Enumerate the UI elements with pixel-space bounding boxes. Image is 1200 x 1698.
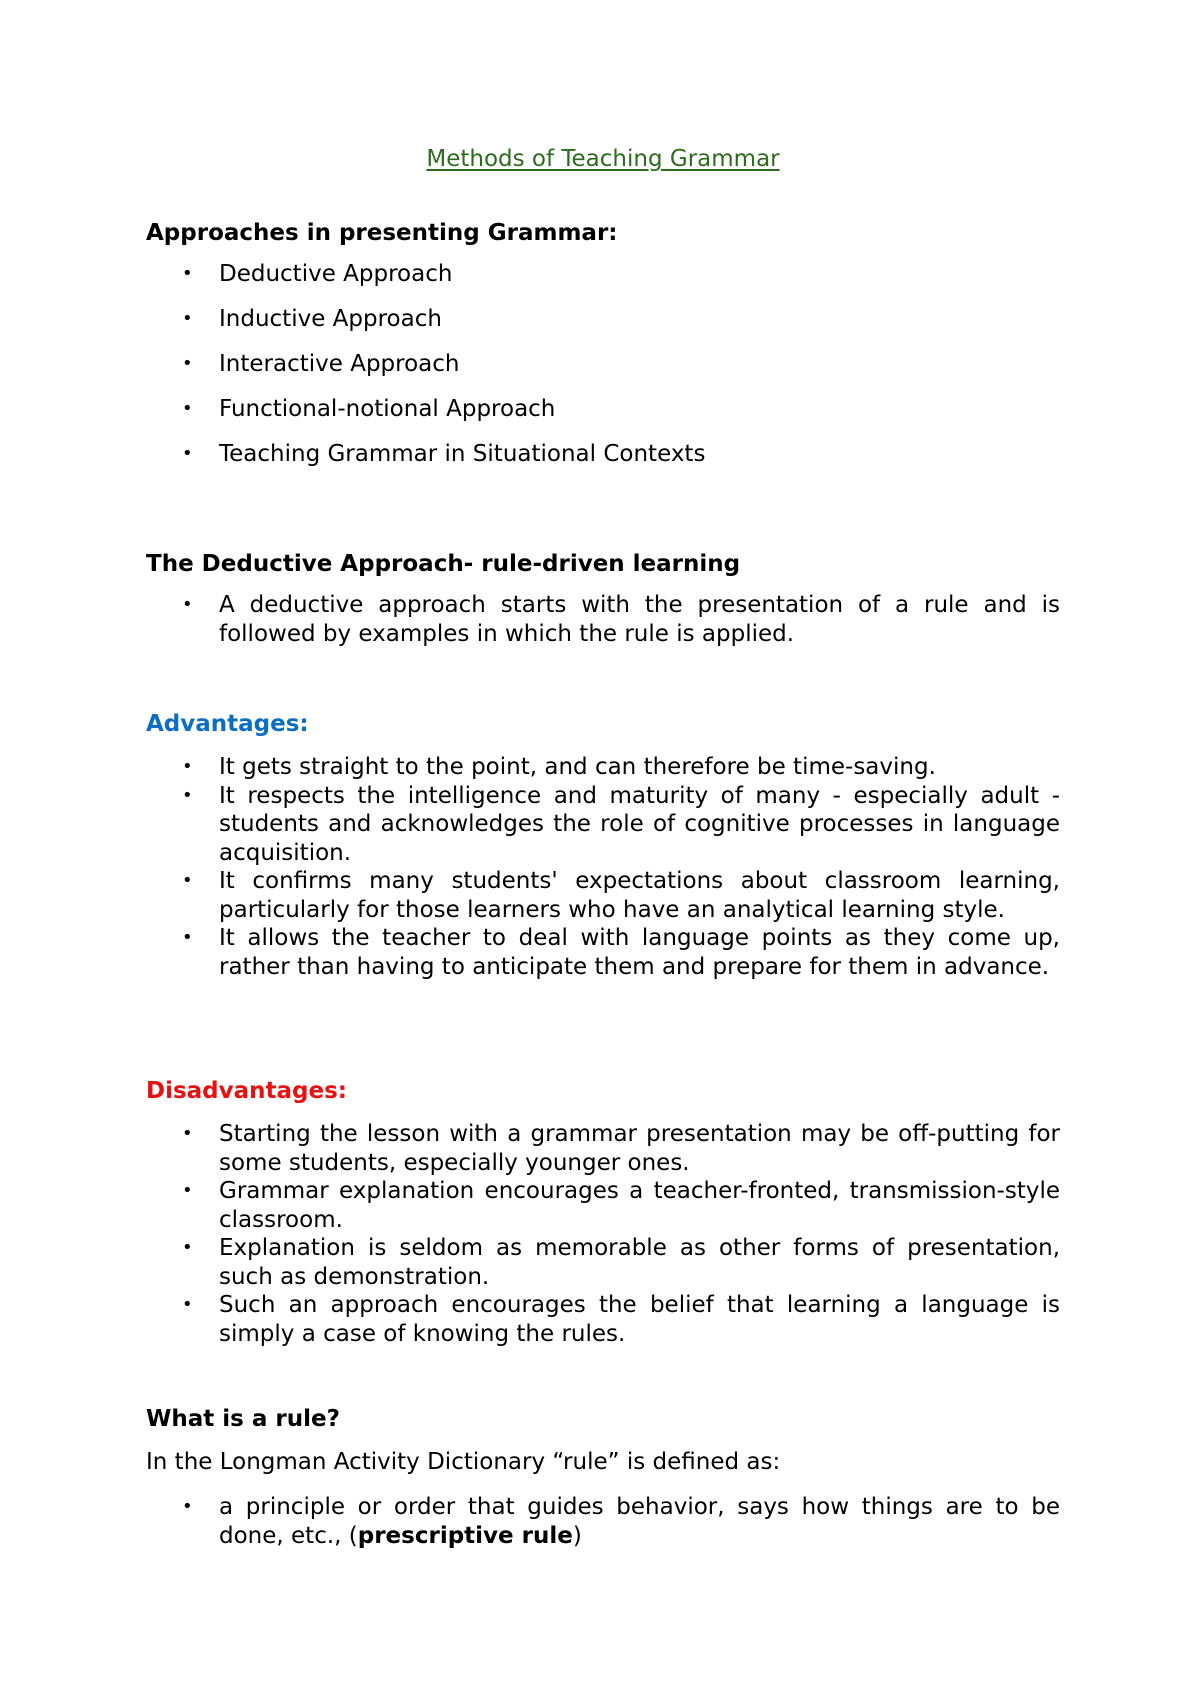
rule-heading: What is a rule?	[146, 1406, 340, 1432]
list-item: • Explanation is seldom as memorable as other forms of presentation, such as demonstration.	[182, 1235, 1060, 1290]
bullet-icon: •	[182, 927, 193, 948]
list-item: • It confirms many students' expectations about classroom learning, particularly for those learners who have an analytical learning style.	[182, 868, 1060, 923]
bullet-icon: •	[182, 263, 193, 284]
list-item: • a principle or order that guides behavior, says how things are to be done, etc., (prescriptive rule)	[182, 1494, 1060, 1549]
rule-list	[146, 1493, 1060, 1550]
bullet-icon: •	[182, 870, 193, 891]
list-item: • Deductive Approach	[182, 261, 453, 287]
bullet-icon: •	[182, 1180, 193, 1201]
disadvantages-list	[146, 1120, 1060, 1348]
bullet-icon: •	[182, 594, 193, 615]
page-title: Methods of Teaching Grammar	[426, 146, 780, 172]
list-item: • Starting the lesson with a grammar presentation may be off-putting for some students, especially younger ones.	[182, 1121, 1060, 1176]
approaches-list	[146, 260, 1060, 485]
disadvantages-heading: Disadvantages:	[146, 1078, 348, 1104]
advantages-list	[146, 753, 1060, 981]
bullet-icon: •	[182, 1123, 193, 1144]
bullet-icon: •	[182, 308, 193, 329]
bullet-icon: •	[182, 443, 193, 464]
bullet-icon: •	[182, 1237, 193, 1258]
advantages-heading: Advantages:	[146, 711, 309, 737]
approaches-heading: Approaches in presenting Grammar:	[146, 220, 618, 246]
prescriptive-rule-term: prescriptive rule	[357, 1522, 573, 1549]
list-item: • A deductive approach starts with the presentation of a rule and is followed by examples in which the rule is applied.	[182, 592, 1060, 647]
rule-intro: In the Longman Activity Dictionary “rule” is defined as:	[146, 1449, 781, 1475]
list-item: • It allows the teacher to deal with language points as they come up, rather than having to anticipate them and prepare for them in advance.	[182, 925, 1060, 980]
bullet-icon: •	[182, 353, 193, 374]
bullet-icon: •	[182, 1496, 193, 1517]
bullet-icon: •	[182, 756, 193, 777]
list-item: • Grammar explanation encourages a teacher-fronted, transmission-style classroom.	[182, 1178, 1060, 1233]
list-item: • Interactive Approach	[182, 351, 460, 377]
list-item: • Teaching Grammar in Situational Contexts	[182, 441, 706, 467]
list-item: • Such an approach encourages the belief that learning a language is simply a case of knowing the rules.	[182, 1292, 1060, 1347]
list-item: • It respects the intelligence and maturity of many - especially adult -students and acknowledges the role of cognitive processes in language acquisition.	[182, 782, 1060, 866]
deductive-heading: The Deductive Approach- rule-driven learning	[146, 551, 741, 577]
bullet-icon: •	[182, 1294, 193, 1315]
list-item: • Inductive Approach	[182, 306, 442, 332]
deductive-list	[146, 591, 1060, 648]
list-item: • Functional-notional Approach	[182, 396, 556, 422]
bullet-icon: •	[182, 784, 193, 806]
list-item: • It gets straight to the point, and can therefore be time-saving.	[182, 754, 936, 780]
bullet-icon: •	[182, 398, 193, 419]
